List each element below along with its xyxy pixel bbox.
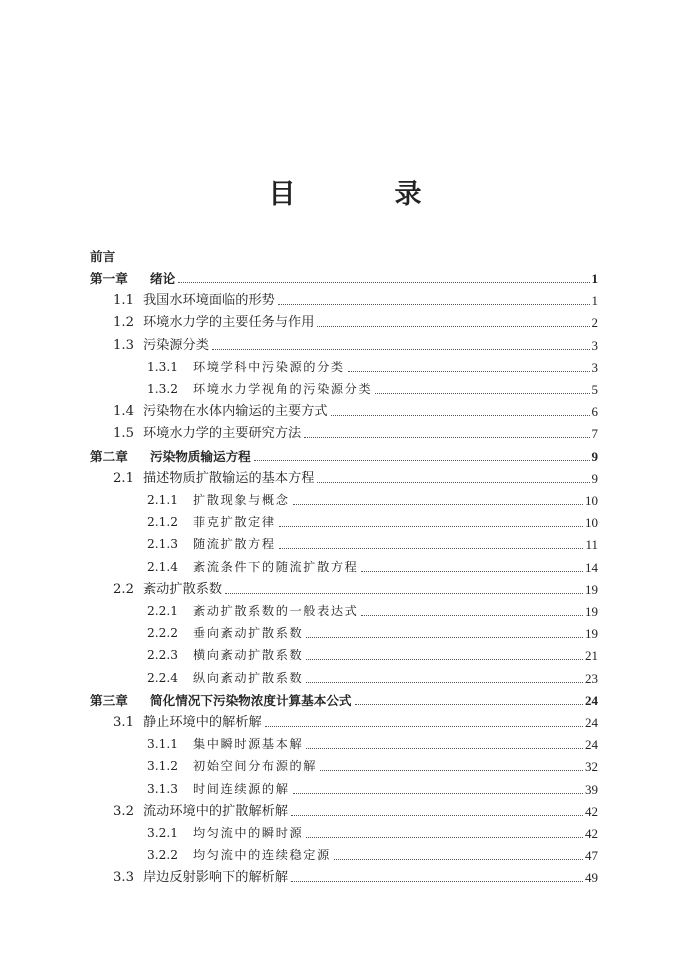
toc-entry-title: 集中瞬时源基本解: [193, 737, 304, 752]
toc-entry-title: 随流扩散方程: [193, 537, 276, 552]
toc-entry-sub: [147, 599, 598, 620]
toc-entry-page: 3: [591, 337, 598, 353]
preface-label: 前言: [90, 249, 116, 264]
dot-leader: [375, 393, 589, 394]
toc-entry-sub: [147, 643, 598, 664]
toc-entry-title: 紊流条件下的随流扩散方程: [193, 559, 359, 574]
toc-entry-title: 环境水力学的主要研究方法: [143, 426, 302, 442]
toc-entry-page: 9: [591, 448, 598, 464]
dot-leader: [306, 837, 583, 838]
toc-entry-page: 23: [585, 670, 598, 686]
toc-entry-number: 1.5: [113, 426, 134, 442]
toc-entry-number: 2.1: [113, 470, 134, 486]
toc-entry-number: 3.1.1: [147, 737, 179, 752]
toc-entry-page: 5: [591, 382, 598, 397]
toc-entry-title: 流动环境中的扩散解析解: [143, 803, 289, 819]
toc-entry-title: 横向紊动扩散系数: [193, 648, 304, 663]
toc-entry-page: 19: [585, 604, 598, 619]
toc-entry-title: 我国水环境面临的形势: [143, 293, 275, 309]
toc-entry-section: [113, 333, 598, 354]
toc-entry-page: 9: [591, 470, 598, 486]
toc-entry-title: 环境学科中污染源的分类: [193, 359, 345, 374]
dot-leader: [306, 748, 583, 749]
toc-entry-section: [113, 865, 598, 886]
toc-entry-number: 2.1.2: [147, 515, 179, 530]
toc-entry-page: 10: [585, 493, 598, 508]
toc-entry-chapter: [90, 266, 598, 287]
toc-entry-title: 环境水力学的主要任务与作用: [143, 315, 315, 331]
toc-entry-number: 1.3.2: [147, 382, 179, 396]
dot-leader: [279, 548, 584, 549]
toc-entry-title: 环境水力学视角的污染源分类: [193, 382, 373, 396]
toc-entry-title: 均匀流中的连续稳定源: [193, 848, 331, 863]
toc-entry-number: 2.2.1: [147, 604, 179, 618]
toc-entry-section: [113, 399, 598, 420]
toc-entry-number: 1.1: [113, 293, 134, 309]
page-title: 目 录: [268, 179, 458, 210]
toc-entry-sub: [147, 777, 598, 798]
dot-leader: [293, 793, 583, 794]
toc-entry-sub: [147, 488, 598, 509]
toc-entry-title: 均匀流中的瞬时源: [193, 826, 304, 840]
toc-entry-page: 42: [585, 826, 598, 841]
toc-entry-page: 3: [591, 359, 598, 375]
dot-leader: [279, 526, 583, 527]
toc-entry-number: 1.2: [113, 315, 134, 331]
toc-entry-title: 紊动扩散系数: [143, 581, 223, 597]
toc-entry-number: 第二章: [90, 448, 128, 464]
dot-leader: [361, 615, 583, 616]
dot-leader: [361, 571, 583, 572]
dot-leader: [304, 437, 589, 438]
toc-entry-number: 2.1.4: [147, 559, 179, 574]
dot-leader: [291, 881, 583, 882]
toc-entry-sub: [147, 621, 598, 642]
toc-entry-title: 垂向紊动扩散系数: [193, 626, 304, 641]
toc-entry-number: 第三章: [90, 692, 128, 708]
toc-entry-page: 21: [585, 648, 598, 664]
toc-entry-title: 污染物在水体内输运的主要方式: [143, 404, 328, 420]
toc-entry-page: 6: [591, 404, 598, 420]
toc-entry-title: 紊动扩散系数的一般表达式: [193, 604, 359, 618]
toc-entry-section: [113, 288, 598, 309]
toc-entry-title: 污染源分类: [143, 337, 209, 353]
toc-entry-sub: [147, 843, 598, 864]
toc-entry-number: 2.2.2: [147, 626, 179, 641]
toc-entry-sub: [147, 510, 598, 531]
toc-entry-number: 3.1.3: [147, 781, 179, 796]
toc-entry-page: 39: [585, 781, 598, 797]
dot-leader: [320, 770, 583, 771]
toc-entry-section: [113, 421, 598, 442]
toc-entry-page: 1: [591, 293, 598, 309]
toc-entry-section: [113, 310, 598, 331]
toc-entry-title: 污染物质输运方程: [150, 448, 251, 464]
dot-leader: [254, 460, 590, 461]
toc-entry-number: 3.2.1: [147, 826, 179, 840]
toc-entry-sub: [147, 666, 598, 687]
toc-entry-number: 2.1.1: [147, 493, 179, 507]
toc-entry-number: 2.2.4: [147, 670, 179, 685]
toc-entry-chapter: [90, 444, 598, 465]
toc-entry-sub: [147, 754, 598, 775]
toc-entry-title: 绪论: [150, 271, 176, 286]
dot-leader: [306, 682, 583, 683]
dot-leader: [178, 282, 589, 283]
toc-entry-section: [113, 466, 598, 487]
toc-entry-sub: [147, 732, 598, 753]
toc-entry-page: 32: [585, 759, 598, 775]
toc-entry-title: 初始空间分布源的解: [193, 759, 318, 774]
toc-entry-number: 第一章: [90, 271, 128, 286]
dot-leader: [225, 593, 583, 594]
toc-entry-number: 3.3: [113, 870, 134, 886]
toc-entry-sub: [147, 355, 598, 376]
toc-entry-sub: [147, 532, 598, 553]
toc-entry-title: 时间连续源的解: [193, 781, 290, 796]
toc-entry-page: 10: [585, 515, 598, 531]
toc-entry-title: 纵向紊动扩散系数: [193, 670, 304, 685]
toc-entry-number: 2.2.3: [147, 648, 179, 663]
toc-entry-page: 2: [591, 315, 598, 331]
dot-leader: [317, 326, 589, 327]
toc-entry-page: 19: [585, 581, 598, 597]
toc-entry-page: 42: [585, 803, 598, 819]
toc-entry-number: 3.1.2: [147, 759, 179, 774]
toc-entry-section: [113, 799, 598, 820]
toc-entry-sub: [147, 377, 598, 398]
toc-entry-chapter: [90, 688, 598, 709]
dot-leader: [331, 415, 590, 416]
toc-entry-title: 菲克扩散定律: [193, 515, 276, 530]
toc-entry-section: [113, 577, 598, 598]
toc-entry-number: 1.3: [113, 337, 134, 353]
toc-entry-section: [113, 710, 598, 731]
dot-leader: [293, 504, 583, 505]
dot-leader: [306, 659, 583, 660]
toc-entry-title: 岸边反射影响下的解析解: [143, 870, 289, 886]
dot-leader: [348, 371, 590, 372]
toc-entry-number: 3.2: [113, 803, 134, 819]
toc-entry-page: 7: [591, 426, 598, 442]
toc-entry-title: 简化情况下污染物浓度计算基本公式: [150, 692, 352, 708]
toc-entry-title: 描述物质扩散输运的基本方程: [143, 470, 315, 486]
dot-leader: [278, 304, 590, 305]
toc-entry-page: 1: [591, 271, 598, 286]
toc-entry-title: 静止环境中的解析解: [143, 715, 262, 730]
toc-entry-page: 14: [585, 559, 598, 575]
toc-entry-number: 1.3.1: [147, 359, 179, 374]
toc-entry-page: 24: [585, 692, 598, 708]
toc-entry-number: 2.2: [113, 581, 134, 597]
toc-entry-page: 11: [585, 537, 598, 553]
dot-leader: [212, 349, 590, 350]
toc-entry-page: 49: [585, 870, 598, 886]
toc-entry-sub: [147, 555, 598, 576]
toc-entry-number: 2.1.3: [147, 537, 179, 552]
toc-entry-number: 3.1: [113, 715, 134, 730]
toc-entry-sub: [147, 821, 598, 842]
dot-leader: [317, 482, 589, 483]
toc-entry-number: 1.4: [113, 404, 134, 420]
toc-entry-page: 24: [585, 715, 598, 730]
dot-leader: [355, 704, 584, 705]
toc-entry-title: 扩散现象与概念: [193, 493, 290, 507]
dot-leader: [306, 637, 583, 638]
dot-leader: [334, 859, 583, 860]
toc-entry-number: 3.2.2: [147, 848, 179, 863]
dot-leader: [291, 815, 583, 816]
toc-entry-page: 24: [585, 737, 598, 753]
toc-preface: [90, 244, 598, 265]
dot-leader: [265, 726, 583, 727]
toc-entry-page: 19: [585, 626, 598, 642]
toc-entry-page: 47: [585, 848, 598, 864]
